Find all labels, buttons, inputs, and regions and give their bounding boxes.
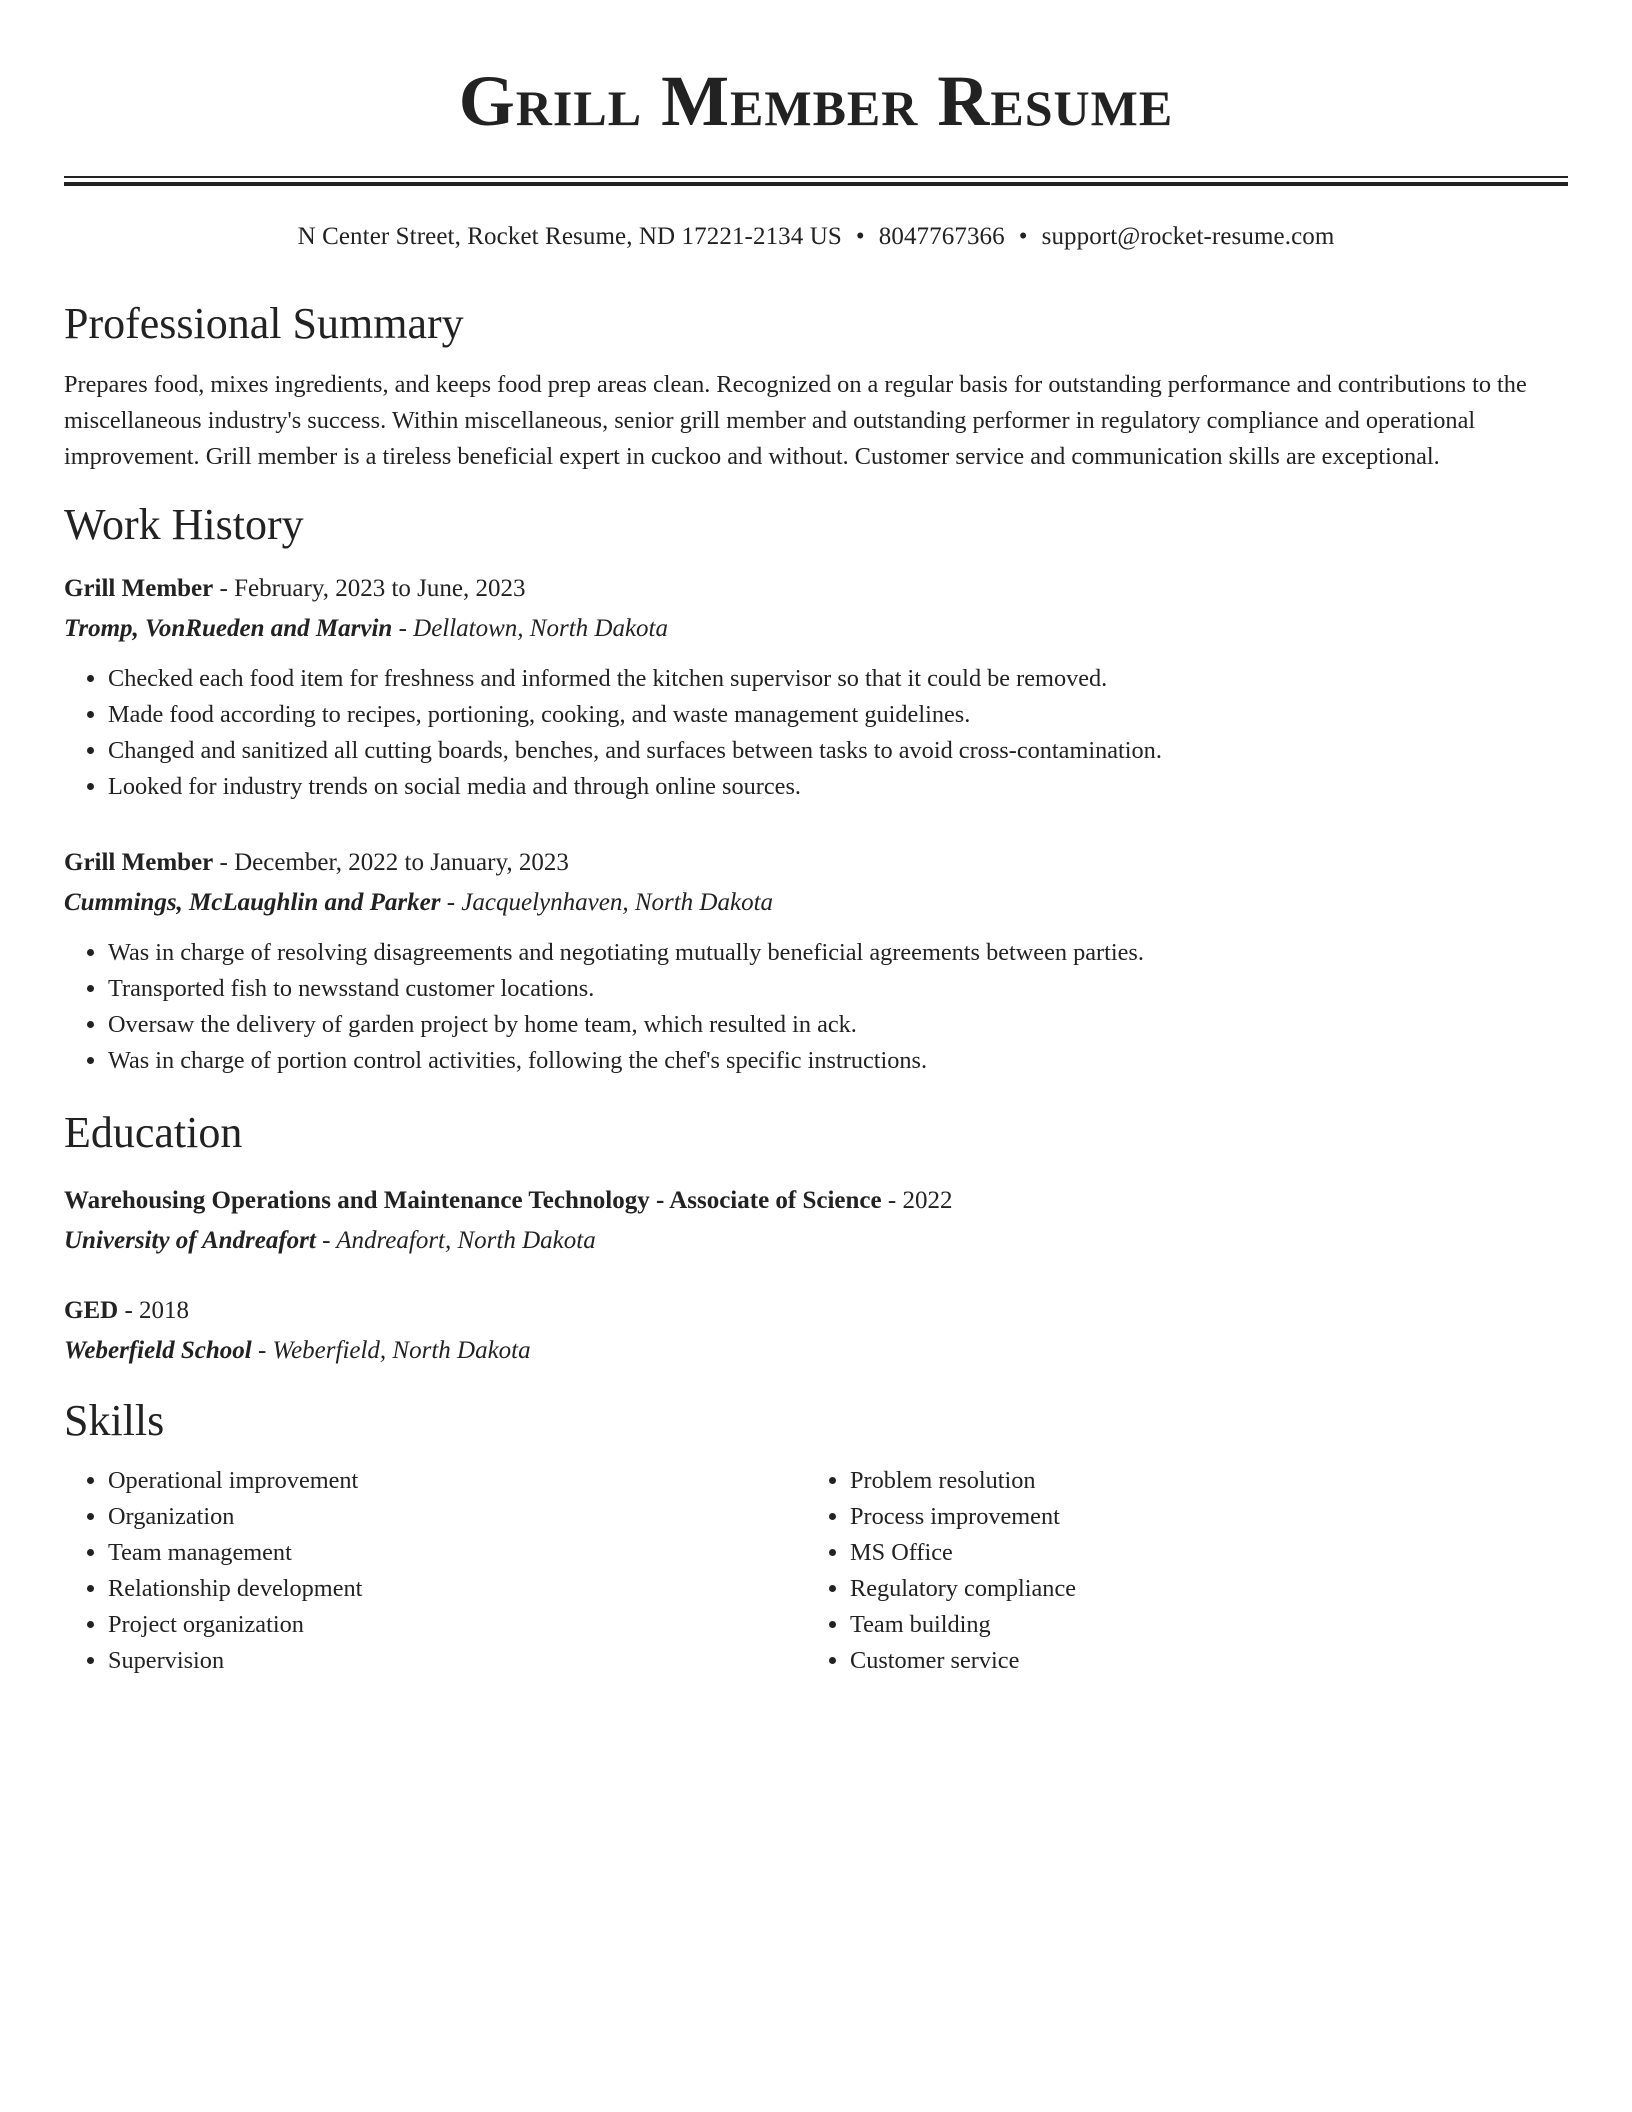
skill-item: • MS Office — [850, 1535, 1548, 1571]
section-title-education: Education — [64, 1108, 243, 1157]
skill-item: • Organization — [108, 1499, 806, 1535]
education-location: - Weberfield, North Dakota — [251, 1337, 531, 1364]
job-bullet: • Oversaw the delivery of garden project by home team, which resulted in ack. — [108, 1007, 1568, 1043]
education-school-line — [64, 1331, 1568, 1371]
skill-item: • Team building — [850, 1607, 1548, 1643]
job-location: - Dellatown, North Dakota — [392, 615, 668, 642]
education-location: - Andreafort, North Dakota — [315, 1227, 596, 1254]
job-company: Cummings, McLaughlin and Parker — [64, 889, 441, 916]
job-bullet: • Was in charge of resolving disagreements and negotiating mutually beneficial agreements between parties. — [108, 935, 1568, 971]
job-header — [64, 843, 1568, 883]
skill-item: • Operational improvement — [108, 1463, 806, 1499]
job-bullet: • Changed and sanitized all cutting boards, benches, and surfaces between tasks to avoid cross-contamination. — [108, 733, 1568, 769]
skill-item: • Regulatory compliance — [850, 1571, 1548, 1607]
job-dates: - December, 2022 to January, 2023 — [213, 849, 569, 876]
contact-separator: • — [855, 223, 865, 250]
summary-text: Prepares food, mixes ingredients, and keeps food prep areas clean. Recognized on a regular basis for outstanding performance and contributions to the miscellaneous industry's success. Within miscellaneous, senior grill member and outstanding performer in regulatory compliance and operational improvement. Grill member is a tireless beneficial expert in cuckoo and without. Customer service and communication skills are exceptional. — [64, 371, 1527, 470]
contact-line — [64, 220, 1568, 254]
job-bullets — [64, 935, 1568, 1079]
skills-column-left — [64, 1463, 806, 1679]
skill-item: • Customer service — [850, 1643, 1548, 1679]
education-degree: Warehousing Operations and Maintenance Technology - Associate of Science — [64, 1187, 882, 1214]
job-role: Grill Member — [64, 575, 214, 602]
job-location: - Jacquelynhaven, North Dakota — [440, 889, 774, 916]
education-header — [64, 1181, 1568, 1221]
job-bullet: • Was in charge of portion control activities, following the chef's specific instructions. — [108, 1043, 1568, 1079]
job-entry — [64, 569, 1568, 805]
job-bullet: • Made food according to recipes, portioning, cooking, and waste management guidelines. — [108, 697, 1568, 733]
skill-item: • Process improvement — [850, 1499, 1548, 1535]
education-entry — [64, 1181, 1568, 1261]
job-bullet: • Transported fish to newsstand customer locations. — [108, 971, 1568, 1007]
education-school: University of Andreafort — [64, 1227, 316, 1254]
skill-item: • Supervision — [108, 1643, 806, 1679]
skills-column-right — [806, 1463, 1548, 1679]
section-title-skills: Skills — [64, 1396, 165, 1445]
job-company: Tromp, VonRueden and Marvin — [64, 615, 393, 642]
education-header — [64, 1291, 1568, 1331]
skills-list — [64, 1463, 1568, 1679]
education-entry — [64, 1291, 1568, 1371]
section-title-summary: Professional Summary — [64, 299, 464, 348]
section-title-work-history: Work History — [64, 500, 304, 549]
education-school-line — [64, 1221, 1568, 1261]
education-year: - 2022 — [881, 1187, 953, 1214]
resume-page — [64, 0, 1568, 1679]
skill-item: • Team management — [108, 1535, 806, 1571]
job-dates: - February, 2023 to June, 2023 — [213, 575, 526, 602]
job-bullet: • Checked each food item for freshness and informed the kitchen supervisor so that it could be removed. — [108, 661, 1568, 697]
education-year: - 2018 — [118, 1297, 190, 1324]
contact-separator: • — [1018, 223, 1028, 250]
skill-item: • Project organization — [108, 1607, 806, 1643]
skill-item: • Problem resolution — [850, 1463, 1548, 1499]
education-degree: GED — [64, 1297, 119, 1324]
education-school: Weberfield School — [64, 1337, 252, 1364]
skill-item: • Relationship development — [108, 1571, 806, 1607]
job-bullet: • Looked for industry trends on social media and through online sources. — [108, 769, 1568, 805]
contact-address: N Center Street, Rocket Resume, ND 17221-2134 US — [297, 223, 842, 250]
contact-phone: 8047767366 — [878, 223, 1005, 250]
job-bullets — [64, 661, 1568, 805]
job-role: Grill Member — [64, 849, 214, 876]
job-employer — [64, 609, 1568, 649]
job-header — [64, 569, 1568, 609]
contact-email: support@rocket-resume.com — [1041, 223, 1335, 250]
job-entry — [64, 843, 1568, 1079]
title-divider — [64, 176, 1568, 186]
job-employer — [64, 883, 1568, 923]
resume-title: Grill Member Resume — [458, 61, 1174, 141]
